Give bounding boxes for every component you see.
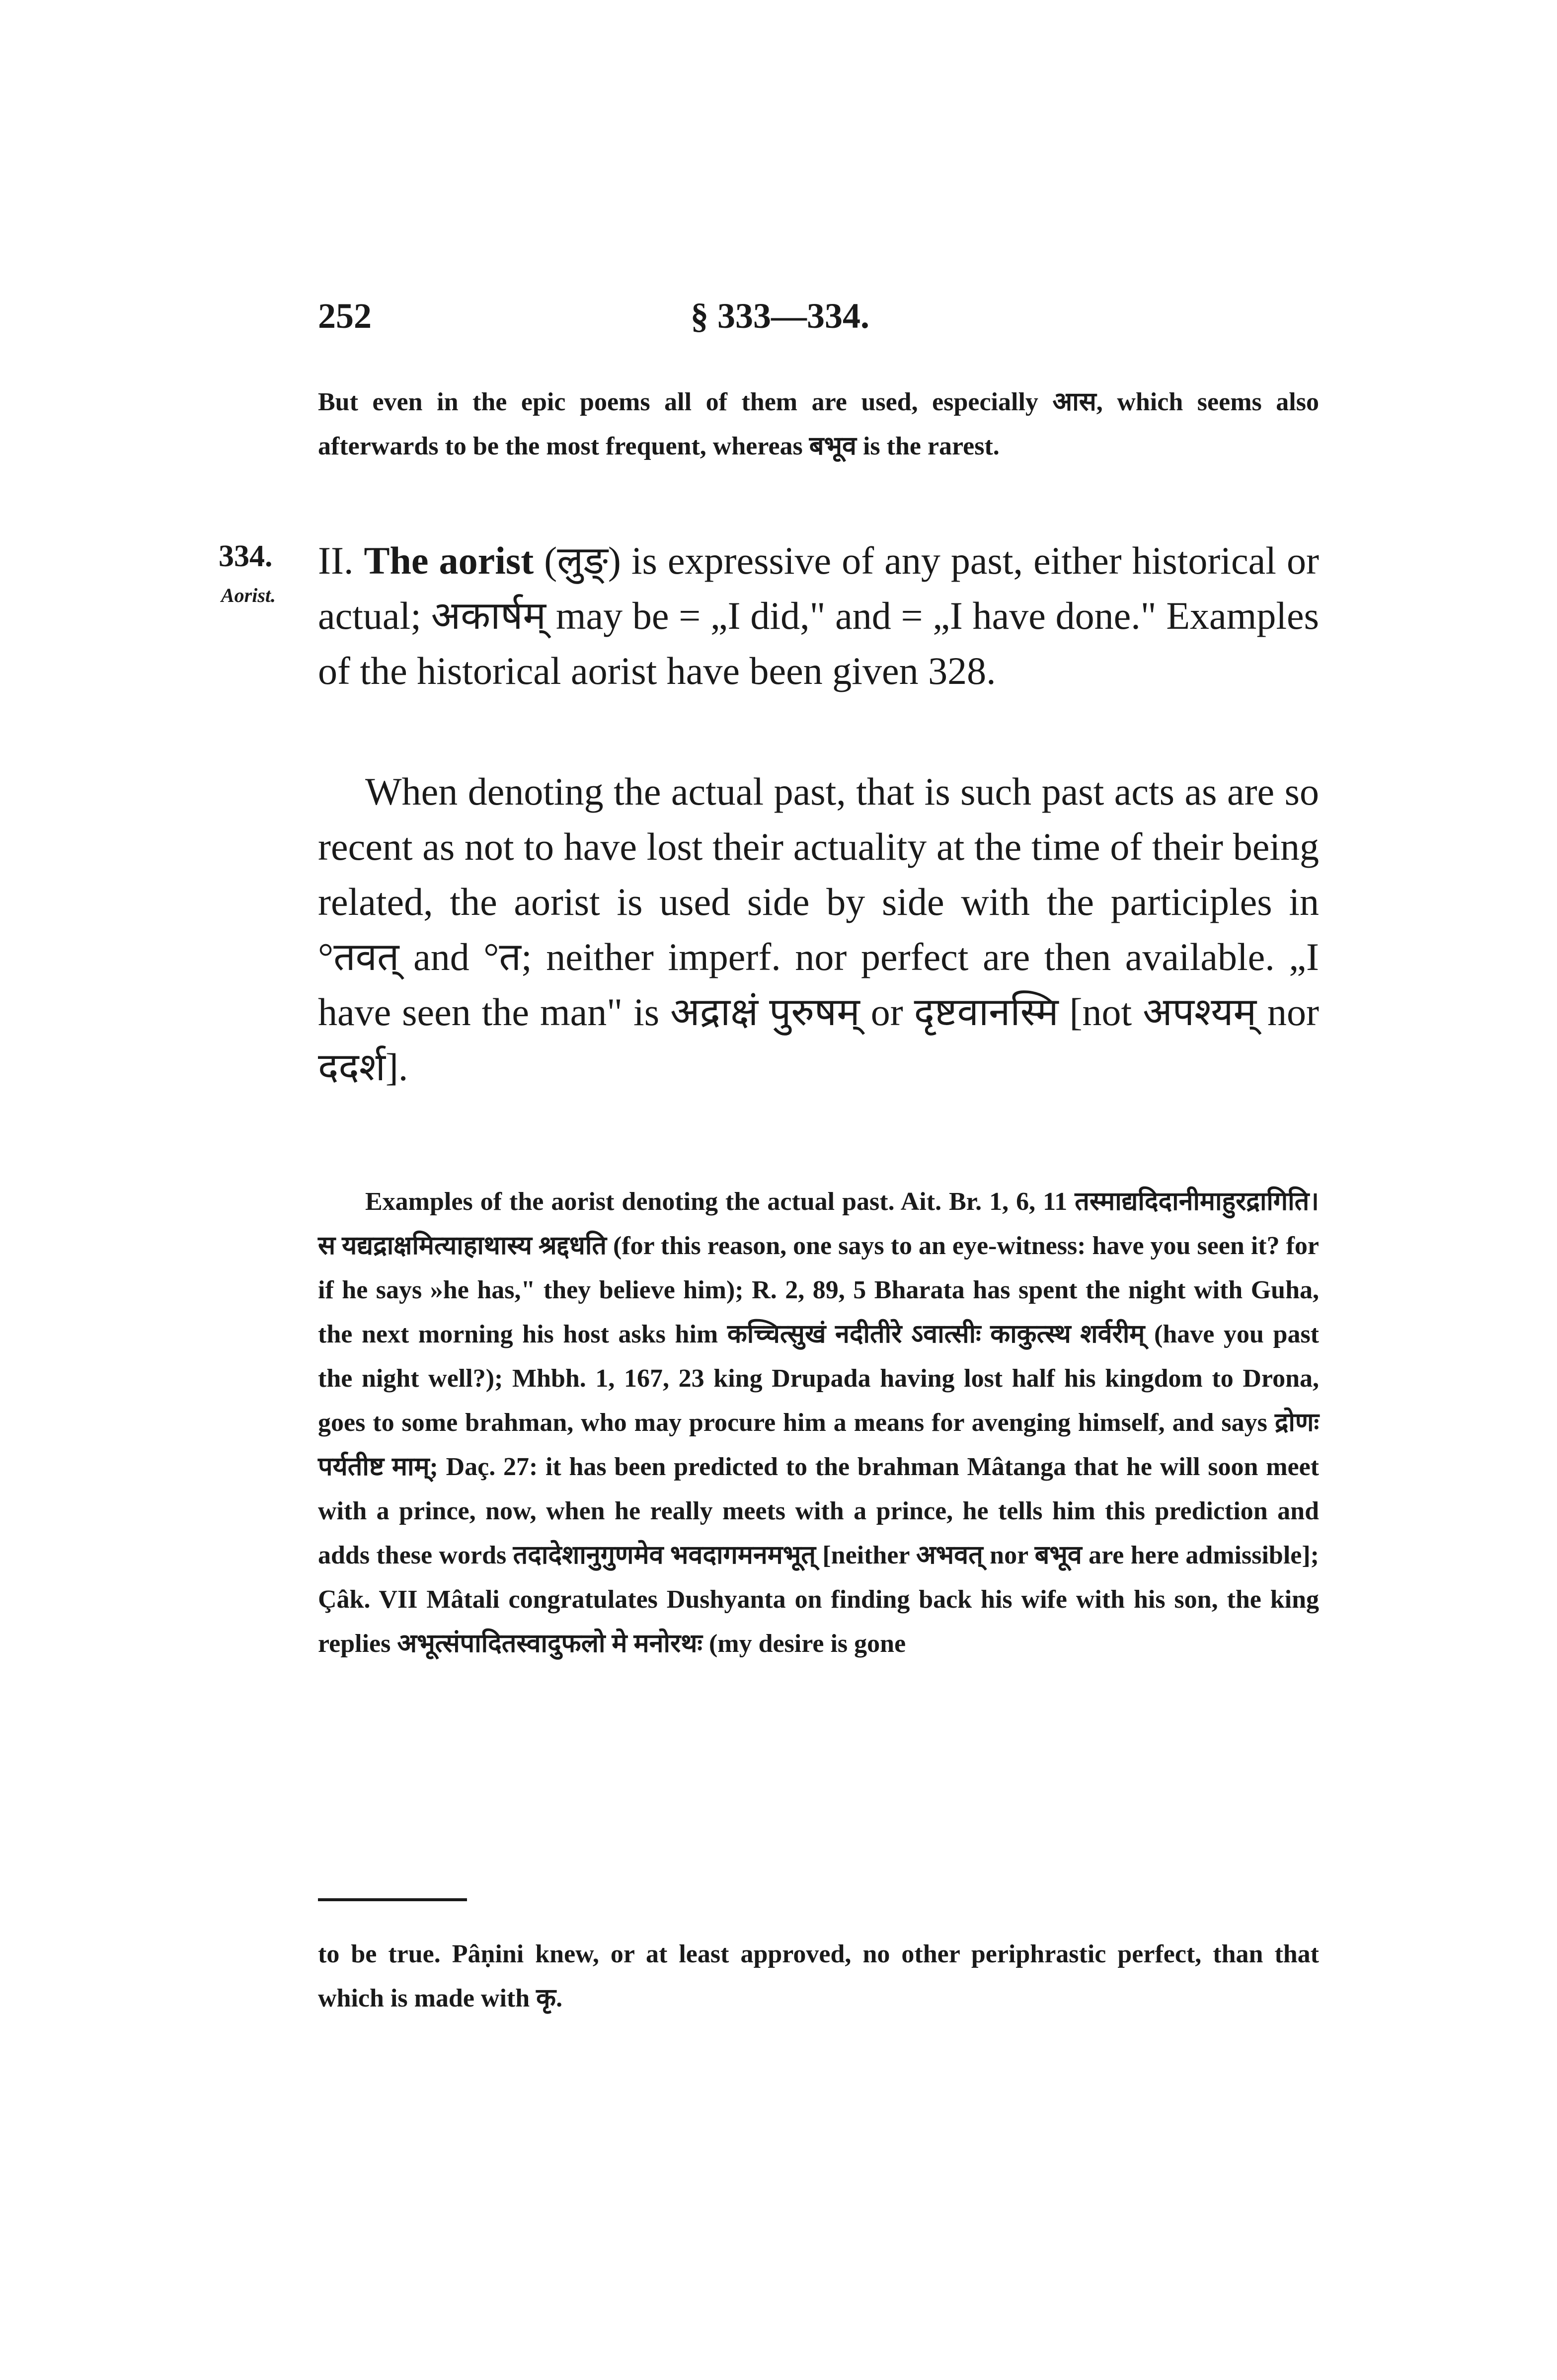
margin-label: Aorist. (221, 584, 276, 606)
margin-section-number: 334. (219, 539, 273, 573)
aorist-paragraph (318, 533, 1319, 698)
section-range: § 333—334. (691, 296, 869, 336)
aorist-heading-number: II. (318, 539, 354, 582)
footnote-divider (318, 1898, 467, 1901)
footnote: to be true. Pâṇini knew, or at least approved, no other periphrastic perfect, than that which is made with कृ. (318, 1940, 1319, 2012)
actual-past-paragraph: When denoting the actual past, that is such past acts as are so recent as not to have lost their actuality at the time of their being related, the aorist is used side by side with the participles in °तवत् and °त; neither imperf. nor perfect are then available. „I have seen the man" is अद्राक्षं पुरुषम् or दृष्टवानस्मि [not अपश्यम् nor ददर्श]. (318, 770, 1319, 1089)
examples-paragraph: Examples of the aorist denoting the actual past. Ait. Br. 1, 6, 11 तस्माद्यदिदानीमाहुरद्रागिति। स यद्यद्राक्षमित्याहाथास्य श्रद्दधति (for this reason, one says to an eye-witness: have you seen it? for if he says »he has," they believe him); R. 2, 89, 5 Bharata has spent the night with Guha, the next morning his host asks him कच्चित्सुखं नदीतीरे ऽवात्सीः काकुत्स्थ शर्वरीम् (have you past the night well?); Mhbh. 1, 167, 23 king Drupada having lost half his kingdom to Drona, goes to some brahman, who may procure him a means for avenging himself, and says द्रोणः पर्यतीष्ट माम्; Daç. 27: it has been predicted to the brahman Mâtanga that he will soon meet with a prince, now, when he really meets with a prince, he tells him this prediction and adds these words तदादेशानुगुणमेव भवदागमनमभूत् [neither अभवत् nor बभूव are here admissible]; Çâk. VII Mâtali congratulates Dushyanta on finding back his wife with his son, the king replies अभूत्संपादितस्वादुफलो मे मनोरथः (my desire is gone (318, 1188, 1319, 1658)
aorist-heading-term: The aorist (364, 539, 534, 582)
aorist-text: (लुङ्) is expressive of any past, either historical or actual; अकार्षम् may be = „I did," and = „I have done." Examples of the historical aorist have been given 328. (318, 539, 1319, 692)
page-number: 252 (318, 296, 372, 336)
intro-paragraph: But even in the epic poems all of them are used, especially आस, which seems also afterwards to be the most frequent, whereas बभूव is the rarest. (318, 388, 1319, 460)
